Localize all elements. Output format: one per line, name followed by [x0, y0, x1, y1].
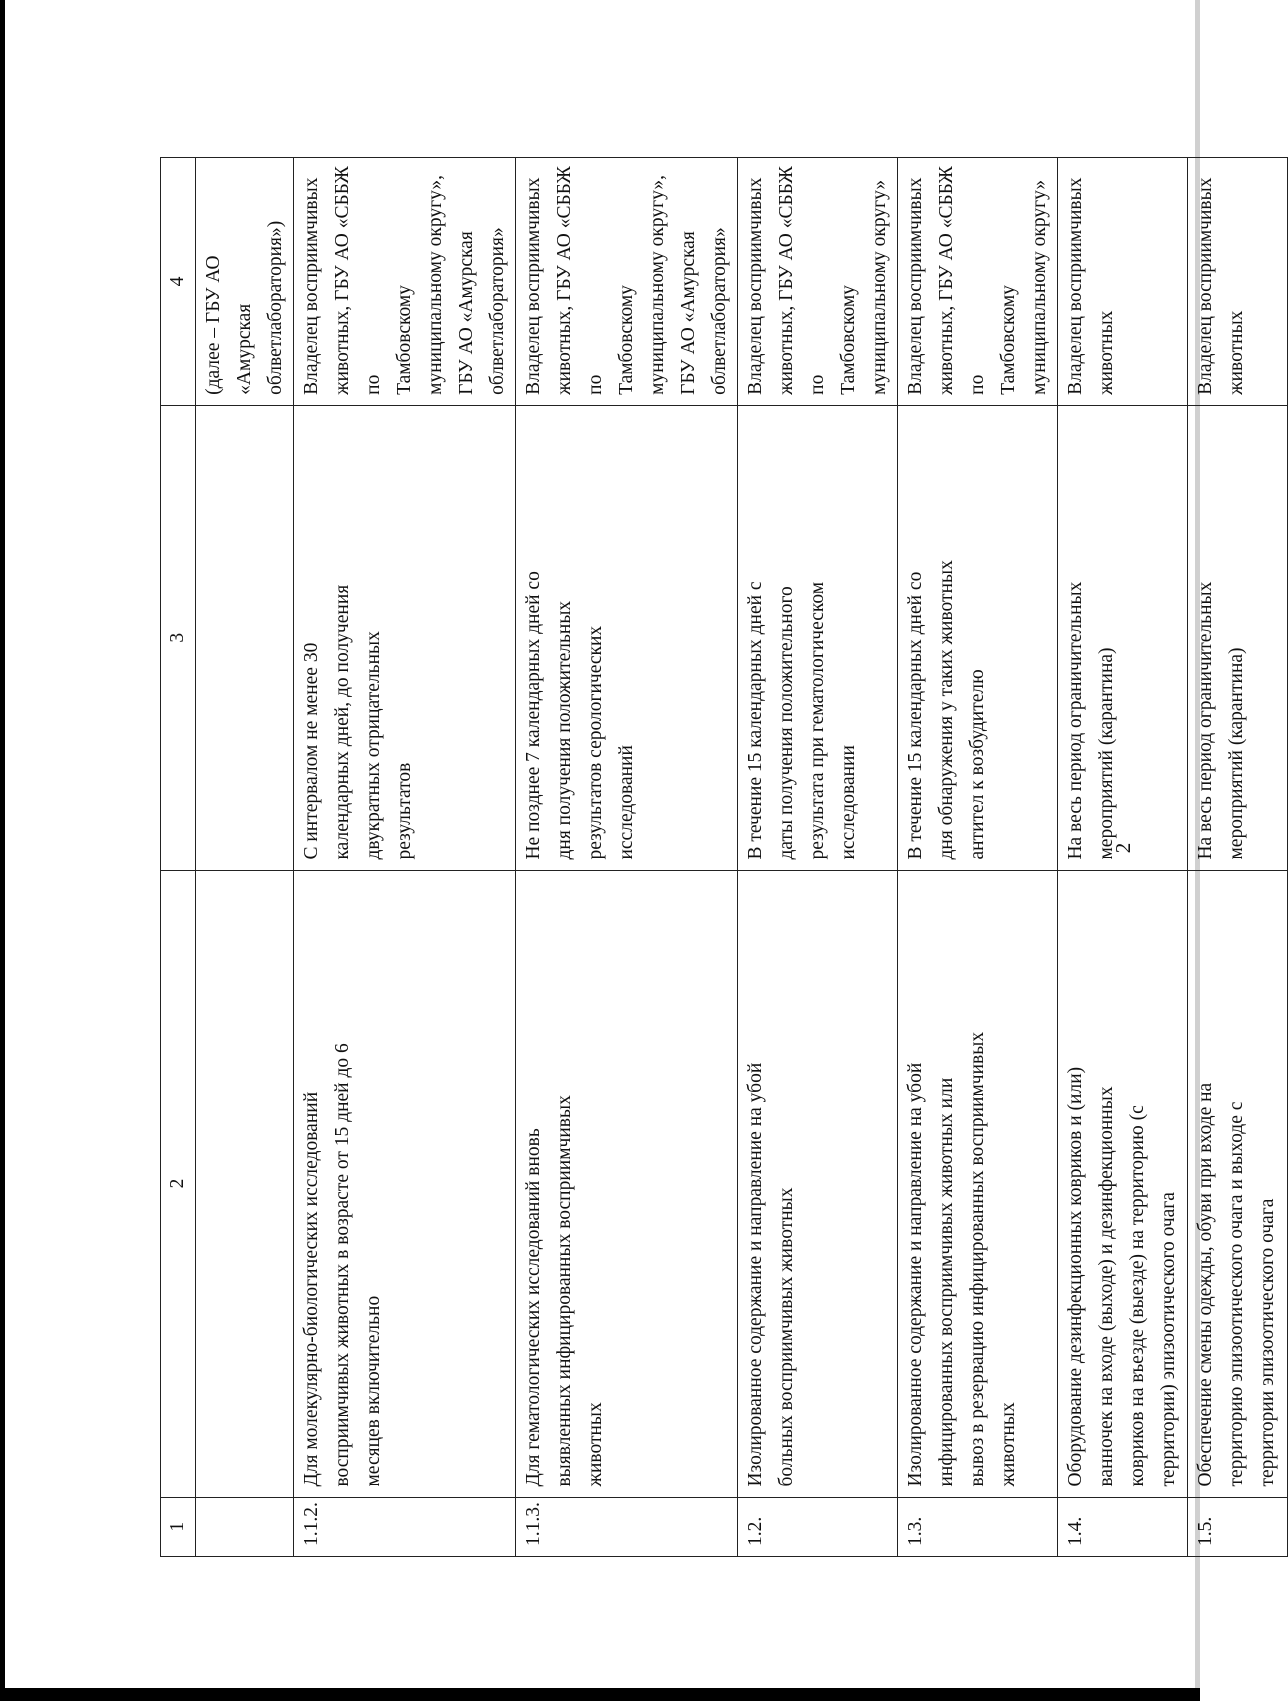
row-action: Обеспечение смены одежды, обуви при входе на территорию эпизоотического очага и выходе с территории эпизоотического очага: [1188, 870, 1288, 1497]
row-responsible: Владелец восприимчивых животных, ГБУ АО «СББЖ по Тамбовскому муниципальному округу»: [738, 158, 898, 406]
row-responsible: Владелец восприимчивых животных, ГБУ АО «СББЖ по Тамбовскому муниципальному округу», ГБУ АО «Амурская облветлаборатория»: [294, 158, 516, 406]
header-cell-3: 3: [161, 405, 196, 870]
row-number: 1.1.2.: [294, 1497, 516, 1556]
row-deadline: В течение 15 календарных дней со дня обнаружения у таких животных антител к возбудителю: [898, 405, 1058, 870]
row-action: Изолированное содержание и направление на убой больных восприимчивых животных: [738, 870, 898, 1497]
row-responsible: (далее – ГБУ АО «Амурская облветлаборатория»): [196, 158, 294, 406]
table-row: [898, 158, 1058, 1557]
row-number: 1.3.: [898, 1497, 1058, 1556]
row-deadline: С интервалом не менее 30 календарных дней, до получения двукратных отрицательных результатов: [294, 405, 516, 870]
row-deadline: [196, 405, 294, 870]
table-row: [1188, 158, 1288, 1557]
row-number: 1.2.: [738, 1497, 898, 1556]
row-deadline: На весь период ограничительных мероприятий (карантина): [1058, 405, 1188, 870]
row-number: [196, 1497, 294, 1556]
table-row: [738, 158, 898, 1557]
row-responsible: Владелец восприимчивых животных, ГБУ АО «СББЖ по Тамбовскому муниципальному округу», ГБУ АО «Амурская облветлаборатория»: [516, 158, 738, 406]
row-number: 1.4.: [1058, 1497, 1188, 1556]
table-row: [196, 158, 294, 1557]
row-deadline: На весь период ограничительных мероприятий (карантина): [1188, 405, 1288, 870]
row-number: 1.1.3.: [516, 1497, 738, 1556]
header-cell-4: 4: [161, 158, 196, 406]
table-header-row: [161, 158, 196, 1557]
row-deadline: В течение 15 календарных дней с даты получения положительного результата при гематологическом исследовании: [738, 405, 898, 870]
page-number: 2: [1111, 842, 1135, 854]
row-action: Оборудование дезинфекционных ковриков и (или) ванночек на входе (выходе) и дезинфекционных ковриков на въезде (выезде) на территорию (с территории) эпизоотического очага: [1058, 870, 1188, 1497]
row-responsible: Владелец восприимчивых животных, ГБУ АО «СББЖ по Тамбовскому муниципальному округу»: [898, 158, 1058, 406]
table-row: [516, 158, 738, 1557]
row-action: [196, 870, 294, 1497]
header-cell-1: 1: [161, 1497, 196, 1556]
row-responsible: Владелец восприимчивых животных: [1188, 158, 1288, 406]
row-action: Изолированное содержание и направление на убой инфицированных восприимчивых животных или вывоз в резервацию инфицированных восприимчивых животных: [898, 870, 1058, 1497]
row-action: Для гематологических исследований вновь выявленных инфицированных восприимчивых животных: [516, 870, 738, 1497]
row-responsible: Владелец восприимчивых животных: [1058, 158, 1188, 406]
header-cell-2: 2: [161, 870, 196, 1497]
measures-table: [160, 157, 1288, 1557]
table-row: [1058, 158, 1188, 1557]
row-action: Для молекулярно-биологических исследований восприимчивых животных в возрасте от 15 дней до 6 месяцев включительно: [294, 870, 516, 1497]
row-deadline: Не позднее 7 календарных дней со дня получения положительных результатов серологических исследований: [516, 405, 738, 870]
table-row: [294, 158, 516, 1557]
row-number: 1.5.: [1188, 1497, 1288, 1556]
